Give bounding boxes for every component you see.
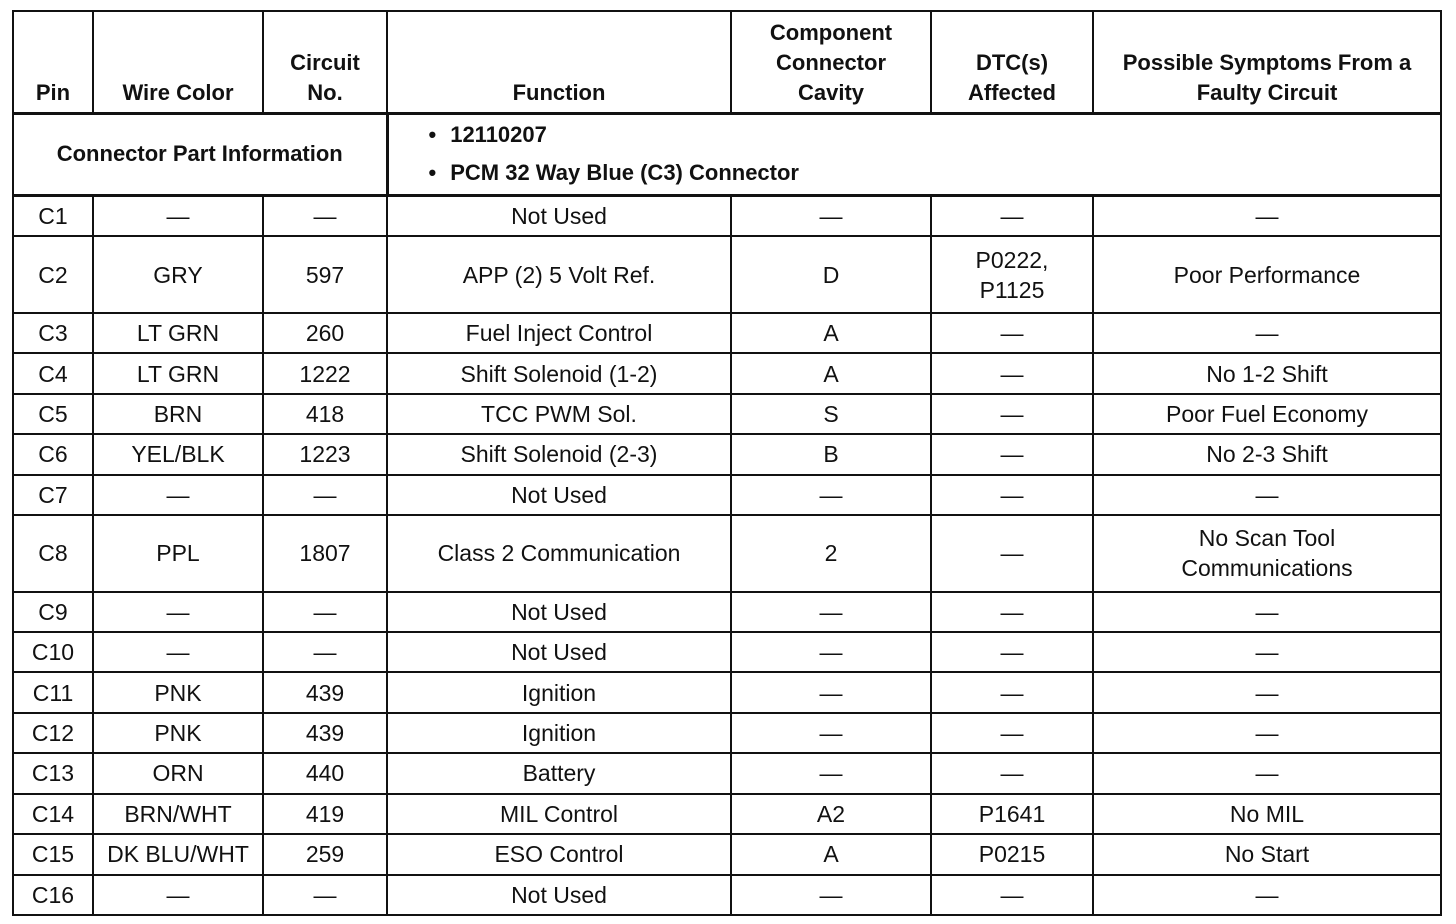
wire-color-cell: YEL/BLK — [93, 434, 263, 474]
function-cell: TCC PWM Sol. — [387, 394, 731, 434]
dtc-cell: — — [931, 592, 1093, 632]
symptoms-cell: — — [1093, 632, 1441, 672]
pin-cell: C10 — [13, 632, 93, 672]
header-function: Function — [387, 11, 731, 114]
table-row — [13, 713, 1441, 753]
pin-cell: C4 — [13, 353, 93, 393]
cavity-cell: — — [731, 875, 931, 916]
table-row — [13, 475, 1441, 515]
pin-cell: C8 — [13, 515, 93, 592]
function-cell: Not Used — [387, 875, 731, 916]
dtc-cell: — — [931, 672, 1093, 712]
cavity-cell: — — [731, 672, 931, 712]
circuit-no-cell: 1222 — [263, 353, 387, 393]
cavity-cell: A — [731, 834, 931, 874]
table-row — [13, 515, 1441, 592]
column-header-row — [13, 11, 1441, 114]
dtc-cell: — — [931, 313, 1093, 353]
symptoms-cell: Poor Performance — [1093, 236, 1441, 313]
symptoms-cell: — — [1093, 672, 1441, 712]
circuit-no-cell: — — [263, 632, 387, 672]
function-cell: MIL Control — [387, 794, 731, 834]
cavity-cell: 2 — [731, 515, 931, 592]
connector-part-number: • 12110207 — [429, 116, 1437, 154]
header-circuit-no: Circuit No. — [263, 11, 387, 114]
wire-color-cell: — — [93, 592, 263, 632]
symptoms-cell: — — [1093, 475, 1441, 515]
symptoms-cell: — — [1093, 592, 1441, 632]
circuit-no-cell: — — [263, 195, 387, 236]
table-row — [13, 794, 1441, 834]
pin-cell: C5 — [13, 394, 93, 434]
circuit-no-cell: 1807 — [263, 515, 387, 592]
symptoms-cell: No 2-3 Shift — [1093, 434, 1441, 474]
wire-color-cell: PPL — [93, 515, 263, 592]
wire-color-cell: ORN — [93, 753, 263, 793]
circuit-no-cell: 259 — [263, 834, 387, 874]
circuit-no-cell: — — [263, 875, 387, 916]
symptoms-cell: — — [1093, 875, 1441, 916]
wire-color-cell: LT GRN — [93, 353, 263, 393]
function-cell: Shift Solenoid (1-2) — [387, 353, 731, 393]
header-component-cavity: Component Connector Cavity — [731, 11, 931, 114]
symptoms-cell: — — [1093, 713, 1441, 753]
circuit-no-cell: 260 — [263, 313, 387, 353]
symptoms-cell: Poor Fuel Economy — [1093, 394, 1441, 434]
dtc-cell: — — [931, 394, 1093, 434]
table-row — [13, 434, 1441, 474]
dtc-cell: — — [931, 195, 1093, 236]
dtc-cell: P0215 — [931, 834, 1093, 874]
pin-cell: C2 — [13, 236, 93, 313]
wire-color-cell: BRN/WHT — [93, 794, 263, 834]
dtc-cell: — — [931, 353, 1093, 393]
table-row — [13, 195, 1441, 236]
connector-part-label: Connector Part Information — [13, 114, 387, 196]
table-row — [13, 353, 1441, 393]
circuit-no-cell: 440 — [263, 753, 387, 793]
header-possible-symptoms: Possible Symptoms From a Faulty Circuit — [1093, 11, 1441, 114]
function-cell: APP (2) 5 Volt Ref. — [387, 236, 731, 313]
dtc-cell: — — [931, 753, 1093, 793]
pin-cell: C6 — [13, 434, 93, 474]
circuit-no-cell: — — [263, 475, 387, 515]
dtc-cell: — — [931, 434, 1093, 474]
header-pin: Pin — [13, 11, 93, 114]
wire-color-cell: GRY — [93, 236, 263, 313]
circuit-no-cell: 1223 — [263, 434, 387, 474]
pin-cell: C3 — [13, 313, 93, 353]
function-cell: Not Used — [387, 195, 731, 236]
circuit-no-cell: 419 — [263, 794, 387, 834]
dtc-cell: P1641 — [931, 794, 1093, 834]
function-cell: Not Used — [387, 475, 731, 515]
function-cell: Not Used — [387, 632, 731, 672]
wire-color-cell: DK BLU/WHT — [93, 834, 263, 874]
circuit-no-cell: 439 — [263, 672, 387, 712]
dtc-cell: — — [931, 515, 1093, 592]
cavity-cell: A — [731, 313, 931, 353]
symptoms-cell: No 1-2 Shift — [1093, 353, 1441, 393]
wire-color-cell: — — [93, 875, 263, 916]
circuit-no-cell: 439 — [263, 713, 387, 753]
cavity-cell: B — [731, 434, 931, 474]
cavity-cell: — — [731, 713, 931, 753]
function-cell: Ignition — [387, 672, 731, 712]
pin-cell: C14 — [13, 794, 93, 834]
dtc-cell: — — [931, 632, 1093, 672]
circuit-no-cell: 418 — [263, 394, 387, 434]
symptoms-cell: — — [1093, 313, 1441, 353]
dtc-cell: — — [931, 875, 1093, 916]
pin-cell: C16 — [13, 875, 93, 916]
symptoms-cell: No Start — [1093, 834, 1441, 874]
pin-cell: C11 — [13, 672, 93, 712]
wire-color-cell: LT GRN — [93, 313, 263, 353]
pin-cell: C15 — [13, 834, 93, 874]
connector-pinout-table — [12, 10, 1442, 916]
symptoms-cell: — — [1093, 753, 1441, 793]
header-dtcs-affected: DTC(s) Affected — [931, 11, 1093, 114]
connector-info-row — [13, 114, 1441, 196]
pin-cell: C12 — [13, 713, 93, 753]
connector-info-list — [429, 116, 1437, 192]
function-cell: Class 2 Communication — [387, 515, 731, 592]
wire-color-cell: — — [93, 632, 263, 672]
table-row — [13, 875, 1441, 916]
cavity-cell: S — [731, 394, 931, 434]
circuit-no-cell: 597 — [263, 236, 387, 313]
function-cell: Fuel Inject Control — [387, 313, 731, 353]
table-row — [13, 236, 1441, 313]
circuit-no-cell: — — [263, 592, 387, 632]
table-row — [13, 394, 1441, 434]
dtc-cell: P0222, P1125 — [931, 236, 1093, 313]
function-cell: Not Used — [387, 592, 731, 632]
symptoms-cell: No Scan Tool Communications — [1093, 515, 1441, 592]
table-row — [13, 672, 1441, 712]
cavity-cell: A — [731, 353, 931, 393]
cavity-cell: — — [731, 592, 931, 632]
pin-cell: C7 — [13, 475, 93, 515]
table-row — [13, 753, 1441, 793]
cavity-cell: — — [731, 475, 931, 515]
pin-cell: C1 — [13, 195, 93, 236]
cavity-cell: — — [731, 753, 931, 793]
pin-cell: C9 — [13, 592, 93, 632]
table-row — [13, 592, 1441, 632]
pin-cell: C13 — [13, 753, 93, 793]
function-cell: Shift Solenoid (2-3) — [387, 434, 731, 474]
table-row — [13, 313, 1441, 353]
symptoms-cell: — — [1093, 195, 1441, 236]
connector-description: • PCM 32 Way Blue (C3) Connector — [429, 154, 1437, 192]
wire-color-cell: — — [93, 195, 263, 236]
connector-part-info — [387, 114, 1441, 196]
header-wire-color: Wire Color — [93, 11, 263, 114]
wire-color-cell: — — [93, 475, 263, 515]
table-row — [13, 632, 1441, 672]
wire-color-cell: PNK — [93, 713, 263, 753]
dtc-cell: — — [931, 713, 1093, 753]
function-cell: Ignition — [387, 713, 731, 753]
cavity-cell: — — [731, 632, 931, 672]
cavity-cell: D — [731, 236, 931, 313]
cavity-cell: — — [731, 195, 931, 236]
wire-color-cell: PNK — [93, 672, 263, 712]
function-cell: ESO Control — [387, 834, 731, 874]
wire-color-cell: BRN — [93, 394, 263, 434]
dtc-cell: — — [931, 475, 1093, 515]
table-row — [13, 834, 1441, 874]
cavity-cell: A2 — [731, 794, 931, 834]
function-cell: Battery — [387, 753, 731, 793]
symptoms-cell: No MIL — [1093, 794, 1441, 834]
